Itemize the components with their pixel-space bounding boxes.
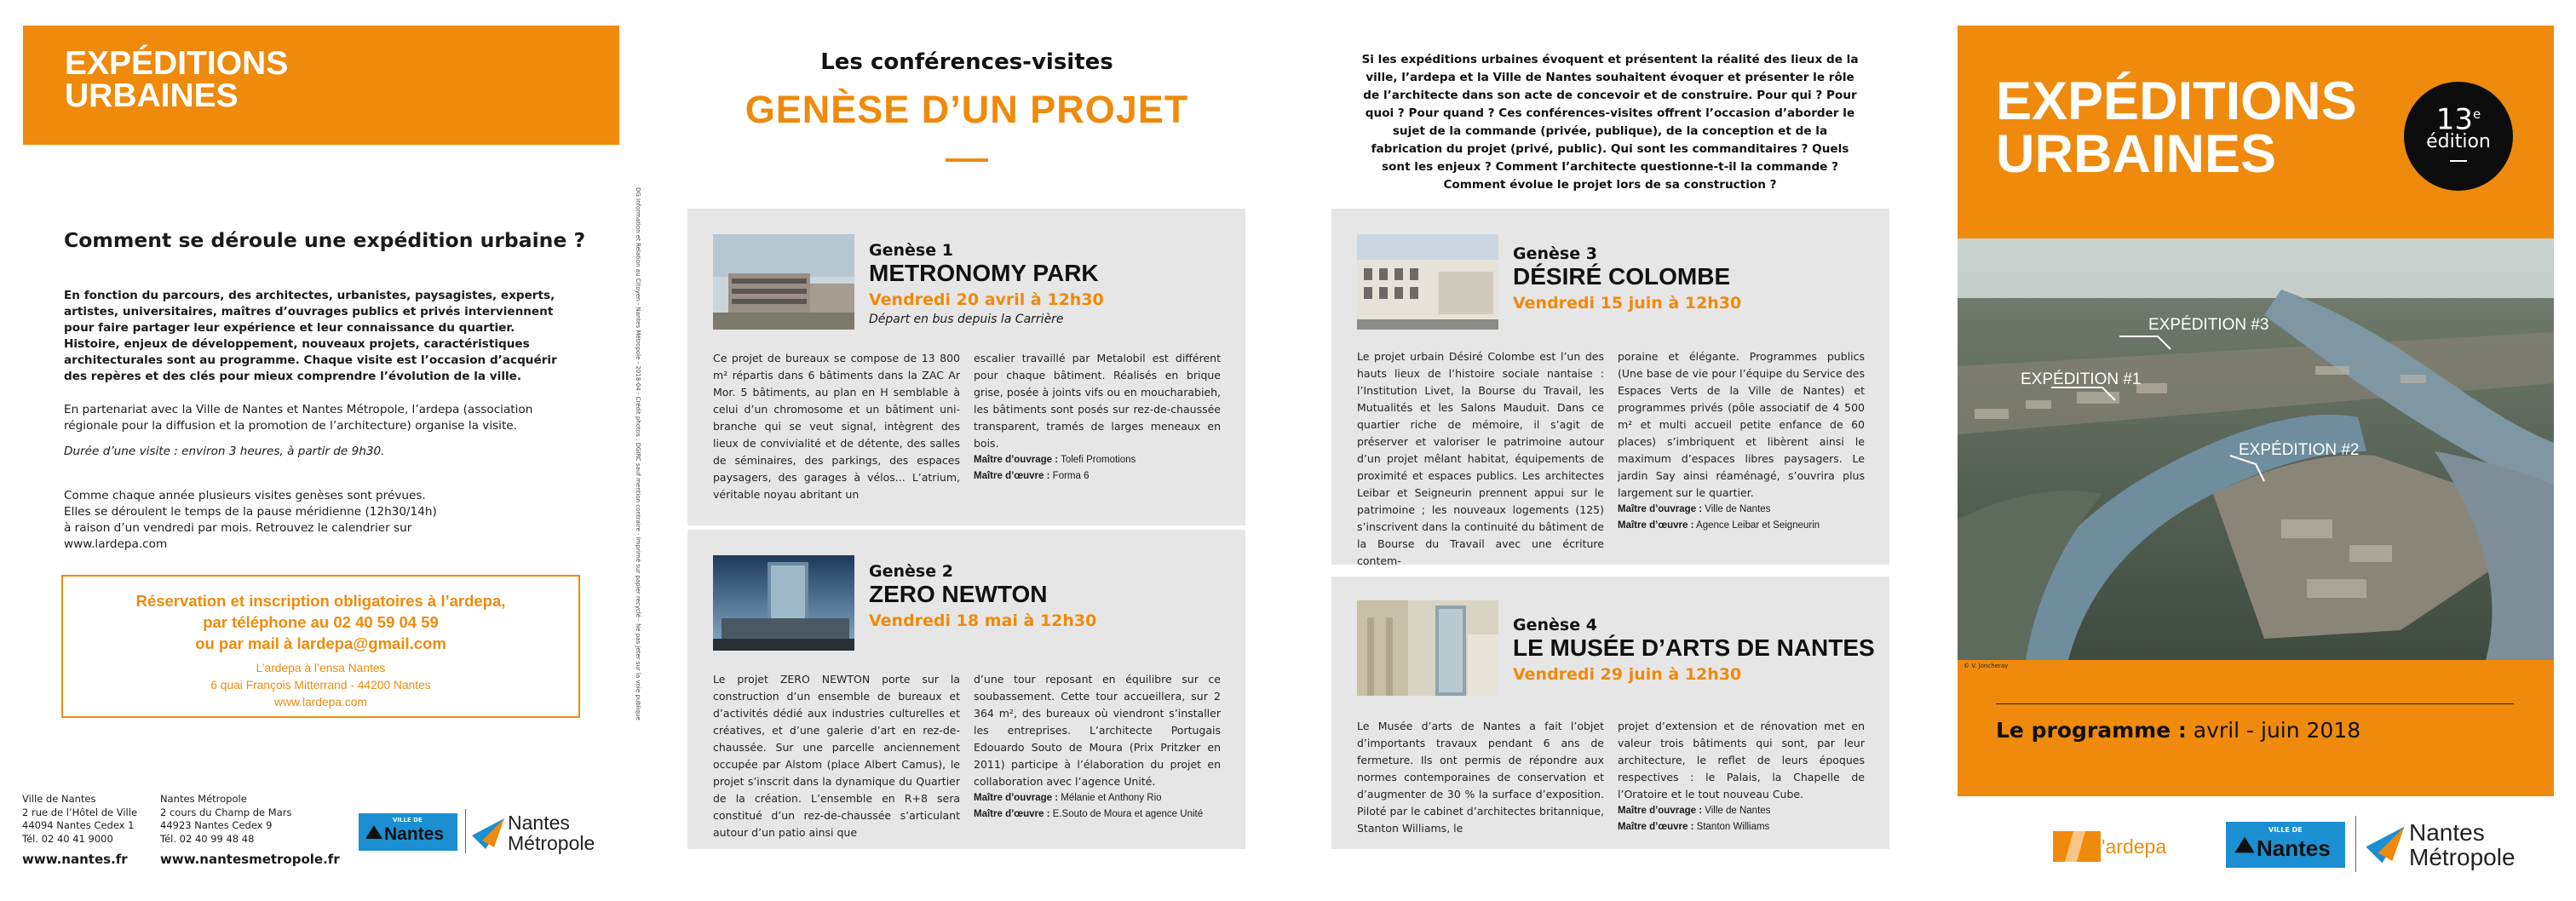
cover-title-line-2: URBAINES — [1996, 124, 2277, 184]
nantes-metropole-wordmark — [508, 812, 595, 853]
cover-title — [1996, 72, 2357, 184]
vertical-credit: DG Information et Relation au Citoyen - Nantes Métropole - 2018-04 - Crédit photos : DGIRC sauf mention contraire - Imprimé sur papier recyclé - Ne pas jeter sur la voie publique — [635, 187, 641, 720]
panel-back — [0, 0, 622, 901]
metro-wordmark-line-2: Métropole — [508, 832, 595, 854]
photo-label-exp2: EXPÉDITION #2 — [2239, 441, 2360, 459]
ardepa-mark-icon — [2051, 828, 2102, 865]
card-2-col-2 — [974, 671, 1221, 823]
edition-num: 13 — [2435, 102, 2474, 137]
card-3-col-2-text: poraine et élégante. Programmes publics (Une base de vie pour l’équipe du Service des Espaces Verts de la Ville de Nantes) et programmes privés (pôle associatif de 4 500 m² et multi accueil petite enfance de 60 places) s’imbriquent et libèrent ainsi le maximum d’espaces libres paysagers. Le jardin Say ainsi réaménagé, s’ouvrira plus largement sur le quartier. — [1618, 350, 1865, 499]
mo-value: Ville de Nantes — [1705, 806, 1771, 816]
card-4-date: Vendredi 29 juin à 12h30 — [1513, 665, 1742, 684]
card-1-date: Vendredi 20 avril à 12h30 — [869, 290, 1104, 309]
metro-url[interactable]: www.nantesmetropole.fr — [160, 852, 340, 867]
card-2-col-1: Le projet ZERO NEWTON porte sur la construction d’un ensemble de bureaux et d’activités dédié aux industries culturelles et créatives, et d’une galerie d’art en rez-de-chaussée. Sur une parcelle anciennement occupée par Alstom (place Albert Camus), le projet s’inscrit dans la dynamique du Quartier de la création. L’ensemble en R+8 sera constitué d’un rez-de-chaussée s’articulant autour d’un patio ainsi que — [713, 673, 960, 839]
card-1-note: Départ en bus depuis la Carrière — [869, 313, 1064, 326]
metro-address-line: Tél. 02 40 99 48 48 — [160, 832, 255, 845]
programme-label: Le programme : — [1996, 718, 2187, 743]
title-rule — [946, 158, 988, 162]
metronomy-park-photo — [713, 234, 854, 330]
card-genese-4 — [1331, 577, 1889, 849]
moe-value: Forma 6 — [1052, 471, 1090, 481]
card-2-col-2-text: d’une tour reposant en équilibre sur ce soubassement. Cette tour accueillera, sur 2 364 m², des bureaux où viendront s’installer les entreprises. L’architecte Portugais Edouardo Souto de Moura (Prix Pritzker en 2011) participe à l’élaboration du projet en collaboration avec l’agence Unité. — [974, 673, 1221, 788]
metro-wordmark-line-1: Nantes — [508, 812, 570, 834]
brand-line-2: URBAINES — [65, 77, 239, 114]
card-1-col-2 — [974, 350, 1221, 485]
mo-label: Maître d’ouvrage : — [1618, 504, 1703, 514]
moe-value: E.Souto de Moura et agence Unité — [1052, 809, 1204, 819]
edition-word: édition — [2426, 131, 2491, 152]
logo-divider — [465, 809, 466, 853]
edition-sup: e — [2473, 106, 2481, 122]
moe-value: Agence Leibar et Seigneurin — [1696, 520, 1820, 531]
metro-address-line: 44923 Nantes Cedex 9 — [160, 819, 273, 831]
ville-address-line: Ville de Nantes — [22, 793, 96, 805]
photo-label-exp1: EXPÉDITION #1 — [2021, 370, 2142, 388]
ardepa-url[interactable]: www.lardepa.com — [274, 696, 367, 709]
card-4-title: LE MUSÉE D’ARTS DE NANTES — [1513, 634, 1875, 661]
card-1-moe — [974, 468, 1221, 485]
card-3-mo — [1618, 502, 1865, 518]
partnership-text: En partenariat avec la Ville de Nantes et Nantes Métropole, l’ardepa (association régionale pour la diffusion et la promotion de l’architecture) organise la visite. — [64, 403, 533, 433]
programme-dates: avril - juin 2018 — [2193, 718, 2361, 743]
ville-address — [22, 793, 137, 846]
ville-logo-small: VILLE DE — [2268, 826, 2303, 834]
card-2-mo — [974, 790, 1221, 806]
desire-colombe-photo — [1357, 234, 1498, 330]
intro-text: En fonction du parcours, des architectes, urbanistes, paysagistes, experts, artistes, universitaires, maîtres d’ouvrages publics et privés interviennent pour faire partager leur expérience et leur connaissance du quartier. Histoire, enjeux de développement, nouveaux projets, caractéristiques architecturales sont au programme. Chaque visite est l’occasion d’acquérir des repères et des clés pour mieux comprendre l’évolution de la ville. — [64, 289, 557, 383]
moe-label: Maître d’œuvre : — [974, 809, 1050, 819]
edition-dash — [2450, 160, 2467, 162]
how-heading: Comment se déroule une expédition urbaine ? — [64, 228, 586, 252]
card-3-moe — [1618, 518, 1865, 534]
ville-address-line: 44094 Nantes Cedex 1 — [22, 819, 135, 831]
musee-arts-photo — [1357, 600, 1498, 696]
card-4-col-2 — [1618, 718, 1865, 835]
card-1-col-1: Ce projet de bureaux se compose de 13 800 m² répartis dans 6 bâtiments dans la ZAC Ar Mor. 5 bâtiments, au plan en H semblable à celui d’un chromosome et un bâtiment uni-branche qui se veut signal, intègrent des lieux de convivialité et de détente, des salles de séminaires, des parkings, des espaces paysagers, des garages à vélos... L’atrium, véritable noyau abritant un — [713, 352, 960, 501]
ville-logo-big: Nantes — [384, 824, 445, 844]
card-genese-3 — [1331, 209, 1889, 565]
ville-nantes-logo — [359, 813, 457, 851]
moe-label: Maître d’œuvre : — [1618, 520, 1694, 531]
photo-label-exp3: EXPÉDITION #3 — [2148, 316, 2269, 334]
card-1-number: Genèse 1 — [869, 241, 953, 260]
nantes-metropole-mark-icon — [470, 815, 506, 852]
moe-label: Maître d’œuvre : — [1618, 822, 1694, 832]
card-3-number: Genèse 3 — [1513, 244, 1597, 263]
card-2-title: ZERO NEWTON — [869, 581, 1048, 607]
card-4-moe — [1618, 819, 1865, 835]
edition-number — [2404, 99, 2513, 135]
card-2-moe — [974, 806, 1221, 823]
card-1-title: METRONOMY PARK — [869, 260, 1099, 286]
reservation-text — [61, 590, 580, 654]
edition-badge — [2404, 82, 2513, 191]
photo-credit: © V. Joncheray — [1964, 663, 2009, 669]
card-1-mo — [974, 452, 1221, 468]
card-3-col-1: Le projet urbain Désiré Colombe est l’un des hauts lieux de l’histoire sociale nantaise : l’Institution Livet, la Bourse du Travail, les Mutualités et les Salons Mauduit. Dans ce quartier riche de mémoire, il s’agit de préserver et valoriser le patrimoine autour d’un projet mêlant habitat, équipements de proximité et espaces publics. Les architectes Leibar et Seigneurin prennent appui sur le patrimoine ; les nouveaux logements (125) s’inscrivent dans la continuité du bâtiment de la Bourse du Travail avec une écriture contem- — [1357, 350, 1604, 567]
logo-divider — [2355, 816, 2356, 872]
mo-value: Ville de Nantes — [1705, 504, 1771, 514]
ardepa-address — [61, 660, 580, 711]
card-3-col-2 — [1618, 348, 1865, 534]
nantes-metropole-mark-icon — [2364, 822, 2406, 868]
programme-rule — [1996, 703, 2514, 704]
zero-newton-photo — [713, 555, 854, 651]
card-4-col-1: Le Musée d’arts de Nantes a fait l’objet d’importants travaux pendant 6 ans de fermeture. Ils ont permis de répondre aux normes contemporaines de conservation et d’augmenter de 30 % la surface d’exposition. Piloté par le cabinet d’architectes britannique, Stanton Williams, le — [1357, 720, 1604, 835]
brand-title — [65, 45, 289, 114]
metro-address-line: Nantes Métropole — [160, 793, 247, 805]
ville-logo-big: Nantes — [2257, 835, 2331, 861]
card-4-mo — [1618, 803, 1865, 819]
panel-3-intro: Si les expéditions urbaines évoquent et présentent la réalité des lieux de la ville, l’ardepa et la Ville de Nantes souhaitent évoquer et présenter le rôle de l’architecte dans son acte de concevoir et de construire. Pour qui ? Pour quoi ? Pour quand ? Ces conférences-visites offrent l’occasion d’aborder le sujet de la commande (privée, publique), de la conception et de la fabrication du projet (privé, public). Qui sont les commanditaires ? Quels sont les enjeux ? Comment l’architecte questionne-t-il la commande ? Comment évolue le projet lors de sa construction ? — [1361, 53, 1859, 192]
ville-url[interactable]: www.nantes.fr — [22, 852, 128, 867]
card-4-col-2-text: projet d’extension et de rénovation met en valeur trois bâtiments qui sont, par leur architecture, le reflet de leurs époques respectives : le Palais, la Chapelle de l’Oratoire et le tout nouveau Cube. — [1618, 720, 1865, 801]
reservation-line-1: Réservation et inscription obligatoires à l’ardepa, — [135, 592, 506, 610]
card-2-number: Genèse 2 — [869, 562, 953, 581]
ville-logo-small: VILLE DE — [393, 817, 423, 824]
card-3-title: DÉSIRÉ COLOMBE — [1513, 263, 1731, 290]
ville-logo-mark-icon — [364, 822, 384, 842]
card-2-date: Vendredi 18 mai à 12h30 — [869, 611, 1097, 630]
ardepa-address-line-2: 6 quai François Mitterrand - 44200 Nantes — [210, 679, 431, 692]
yearly-text: Comme chaque année plusieurs visites genèses sont prévues. Elles se déroulent le temps de la pause méridienne (12h30/14h) à raison d’un vendredi par mois. Retrouvez le calendrier sur www.lardepa.com — [64, 489, 437, 551]
mo-label: Maître d’ouvrage : — [974, 793, 1059, 803]
ville-address-line: Tél. 02 40 41 9000 — [22, 832, 113, 845]
card-4-number: Genèse 4 — [1513, 616, 1597, 634]
reservation-line-3: ou par mail à lardepa@gmail.com — [195, 634, 446, 652]
reservation-line-2: par téléphone au 02 40 59 04 59 — [203, 613, 439, 631]
metro-address-line: 2 cours du Champ de Mars — [160, 806, 292, 818]
mo-value: Mélanie et Anthony Rio — [1061, 793, 1162, 803]
metro-address — [160, 793, 291, 846]
card-1-col-2-text: escalier travaillé par Metalobil est différent pour chaque bâtiment. Réalisés en brique grise, posée à joints vifs ou en moucharabieh, les bâtiments sont posés sur rez-de-chaussée transparent, tramés de larges meneaux en bois. — [974, 352, 1221, 450]
cover-title-line-1: EXPÉDITIONS — [1996, 72, 2357, 131]
moe-value: Stanton Williams — [1696, 822, 1770, 832]
ville-logo-mark-icon — [2233, 833, 2257, 857]
card-genese-2 — [687, 530, 1245, 849]
metro-wordmark-line-1: Nantes — [2409, 819, 2485, 846]
mo-label: Maître d’ouvrage : — [974, 455, 1059, 465]
genese-subtitle: Les conférences-visites — [820, 49, 1113, 75]
card-genese-1 — [687, 209, 1245, 525]
programme-line — [1996, 718, 2360, 743]
ardepa-logo — [2051, 828, 2179, 865]
brand-line-1: EXPÉDITIONS — [65, 45, 289, 82]
mo-value: Tolefi Promotions — [1061, 455, 1136, 465]
ardepa-address-line-1: L’ardepa à l’ensa Nantes — [256, 662, 386, 674]
duration-text: Durée d’une visite : environ 3 heures, à partir de 9h30. — [64, 445, 385, 458]
mo-label: Maître d’ouvrage : — [1618, 806, 1703, 816]
ville-nantes-logo-cover — [2226, 822, 2345, 868]
ville-address-line: 2 rue de l’Hôtel de Ville — [22, 806, 138, 818]
nantes-metropole-wordmark-cover — [2409, 820, 2516, 869]
ardepa-wordmark: l'ardepa — [2097, 835, 2167, 858]
card-3-date: Vendredi 15 juin à 12h30 — [1513, 294, 1742, 313]
metro-wordmark-line-2: Métropole — [2409, 844, 2516, 870]
genese-title: GENÈSE D’UN PROJET — [745, 88, 1189, 131]
moe-label: Maître d’œuvre : — [974, 471, 1050, 481]
